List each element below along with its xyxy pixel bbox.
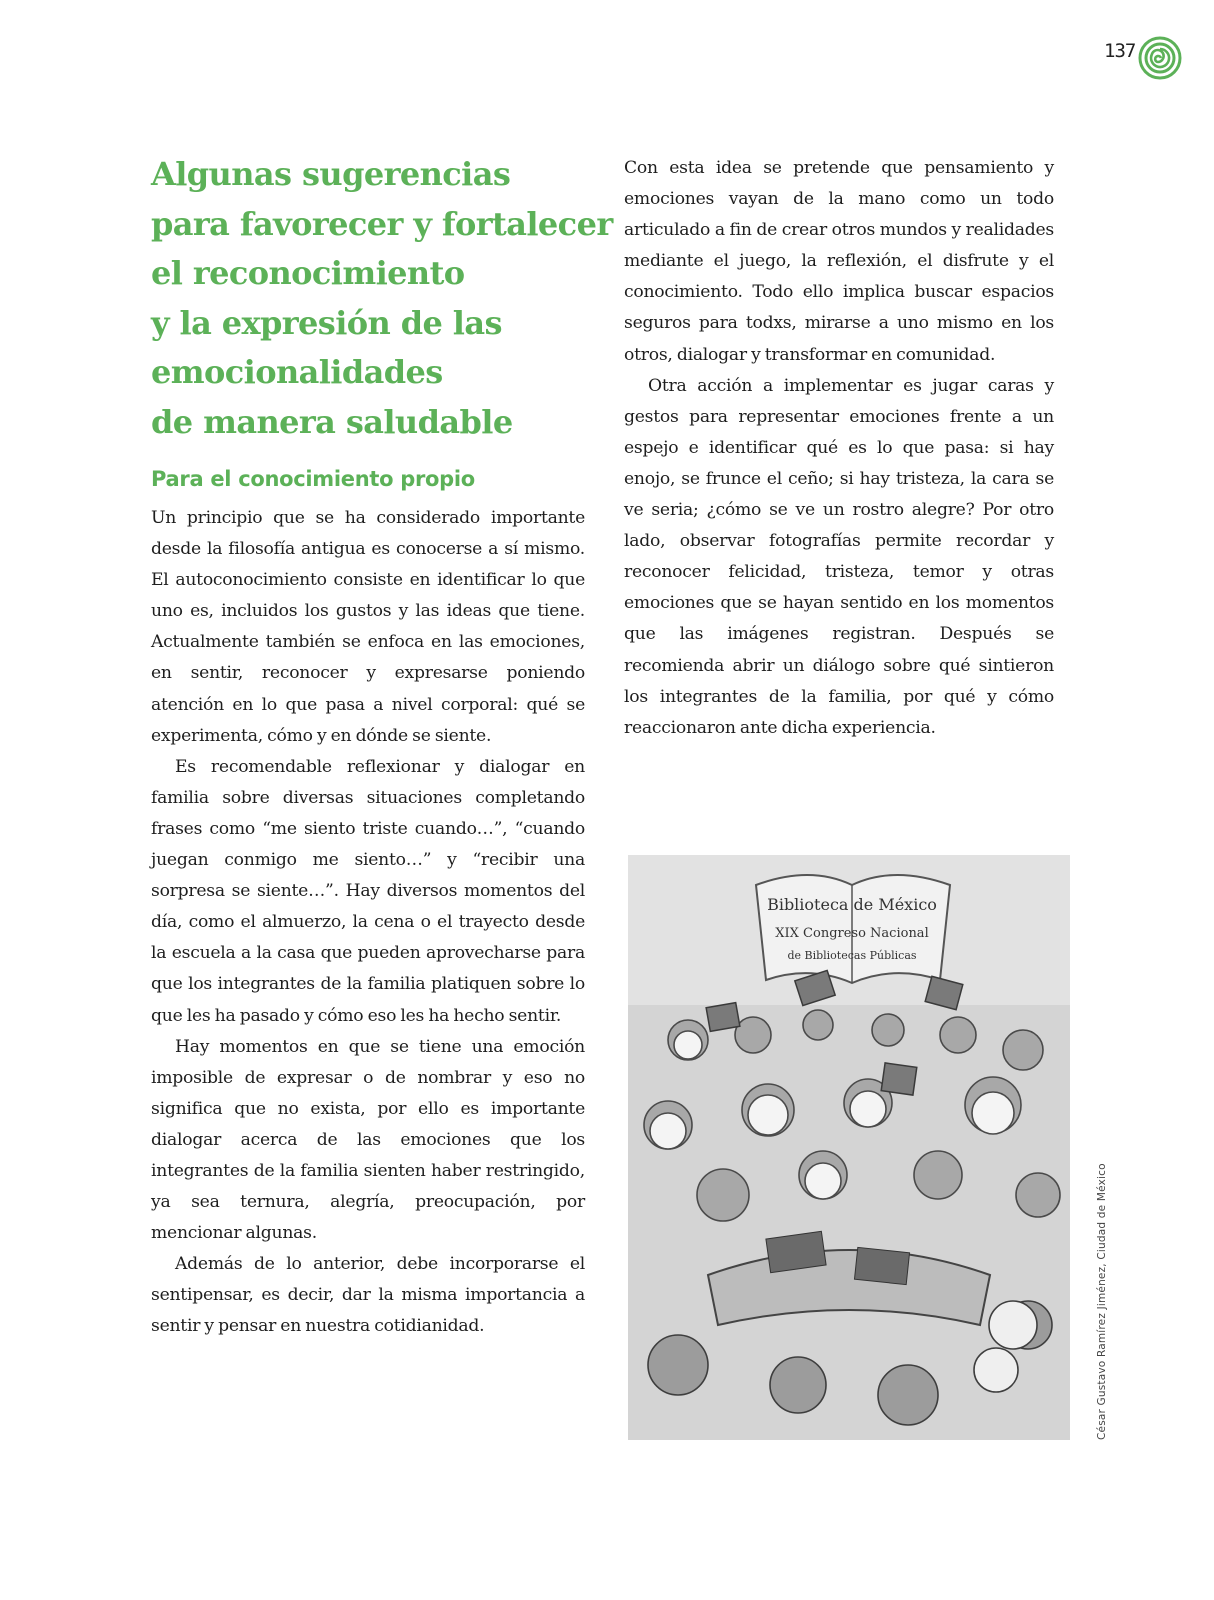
banner-line: Biblioteca de México xyxy=(767,895,937,914)
body-paragraph: Es recomendable reflexionar y dialogar en familia sobre diversas situaciones completando frases como “me siento triste cuando…”, “cuando juegan conmigo me siento…” y “recibir una sorpresa se siente…”. Hay diversos momentos del día, como el almuerzo, la cena o el trayecto desde la escuela a la casa que pueden aprovecharse para que los integrantes de la familia platiquen sobre lo que les ha pasado y cómo eso les ha hecho sentir. xyxy=(151,756,585,1026)
page-title xyxy=(151,150,613,447)
spiral-logo-icon xyxy=(1138,36,1182,80)
body-paragraph: Además de lo anterior, debe incorporarse el sentipensar, es decir, dar la misma importancia a sentir y pensar en nuestra cotidianidad. xyxy=(151,1254,585,1337)
title-line: el reconocimiento xyxy=(151,254,465,292)
title-line: y la expresión de las xyxy=(151,303,502,342)
body-paragraph: Un principio que se ha considerado importante desde la filosofía antigua es conocerse a sí mismo. El autoconocimiento consiste en identificar lo que uno es, incluidos los gustos y las ideas que tiene. Actualmente también se enfoca en las emociones, en sentir, reconocer y expresarse poniendo atención en lo que pasa a nivel corporal: qué se experimenta, cómo y en dónde se siente. xyxy=(151,508,585,746)
banner-line: de Bibliotecas Públicas xyxy=(787,949,917,962)
body-paragraph: Otra acción a implementar es jugar caras y gestos para representar emociones frente a un espejo e identificar qué es lo que pasa: si hay enojo, se frunce el ceño; si hay tristeza, la cara se ve seria; ¿cómo se ve un rostro alegre? Por otro lado, observar fotografías permite recordar y reconocer felicidad, tristeza, temor y otras emociones que se hayan sentido en los momentos que las imágenes registran. Después se recomienda abrir un diálogo sobre qué sintieron los integrantes de la familia, por qué y cómo reaccionaron ante dicha experiencia. xyxy=(624,375,1054,738)
title-line: Algunas sugerencias xyxy=(151,155,511,193)
library-crowd-illustration xyxy=(628,855,1070,1440)
title-line: emocionalidades xyxy=(151,353,443,391)
body-paragraph: Hay momentos en que se tiene una emoción imposible de expresar o de nombrar y eso no significa que no exista, por ello es importante dialogar acerca de las emociones que los integrantes de la familia sienten haber restringido, ya sea ternura, alegría, preocupación, por mencionar algunas. xyxy=(151,1036,585,1244)
section-heading: Para el conocimiento propio xyxy=(151,467,475,491)
illustration-credit: César Gustavo Ramírez Jiménez, Ciudad de México xyxy=(1096,1163,1108,1440)
right-column xyxy=(624,153,1054,744)
banner-line: XIX Congreso Nacional xyxy=(775,926,929,941)
title-line: de manera saludable xyxy=(151,402,513,441)
page-number: 137 xyxy=(1104,40,1136,62)
left-column xyxy=(151,150,613,1343)
body-paragraph: Con esta idea se pretende que pensamiento y emociones vayan de la mano como un todo articulado a fin de crear otros mundos y realidades mediante el juego, la reflexión, el disfrute y el conocimiento. Todo ello implica buscar espacios seguros para todxs, mirarse a uno mismo en los otros, dialogar y transformar en comunidad. xyxy=(624,158,1054,365)
title-line: para favorecer y fortalecer xyxy=(151,204,613,243)
